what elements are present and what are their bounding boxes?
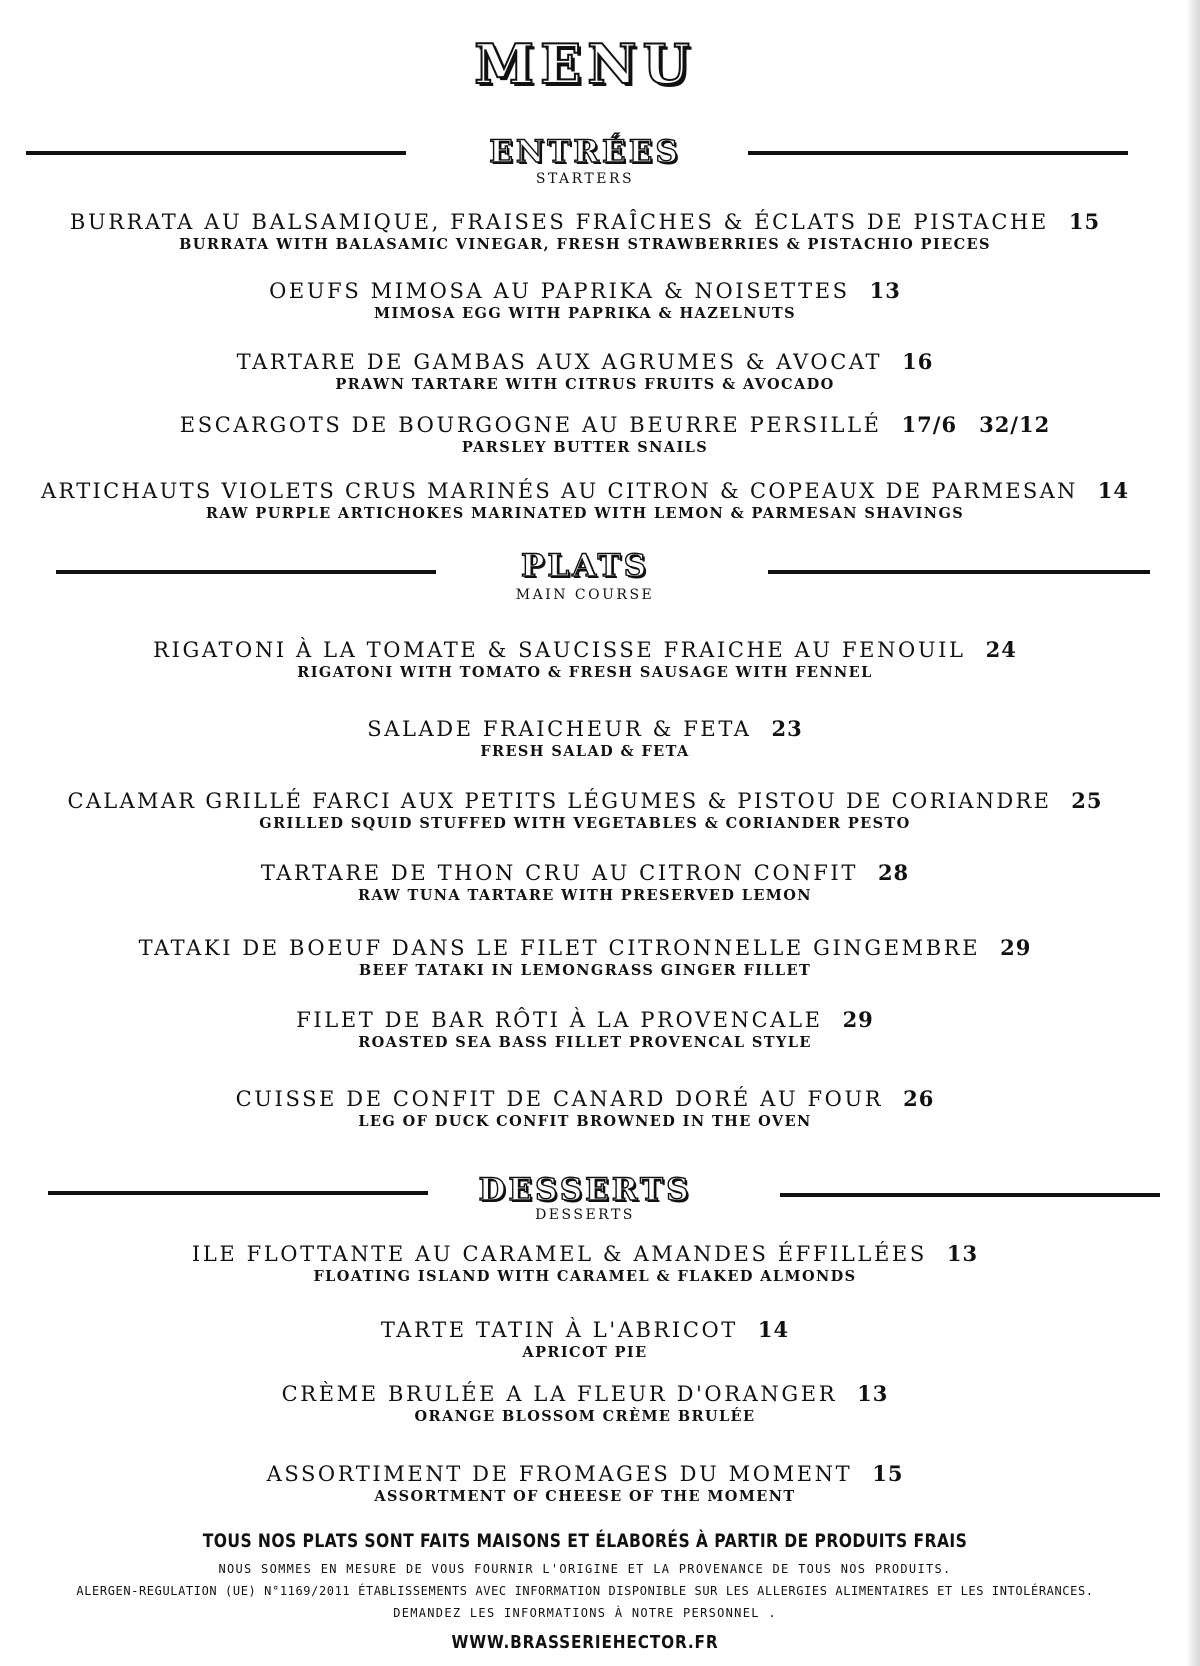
item-name-fr: CUISSE DE CONFIT DE CANARD DORÉ AU FOUR <box>235 1087 884 1111</box>
item-name-en: BEEF TATAKI IN LEMONGRASS GINGER FILLET <box>358 962 812 979</box>
item-price: 13 <box>869 278 901 303</box>
menu-item <box>0 716 1170 762</box>
item-name-fr: ESCARGOTS DE BOURGOGNE AU BEURRE PERSILLÉ <box>179 413 882 437</box>
item-name-en: BURRATA WITH BALASAMIC VINEGAR, FRESH STRAWBERRIES & PISTACHIO PIECES <box>179 236 991 253</box>
item-price: 13 <box>857 1381 889 1406</box>
item-price: 14 <box>1097 478 1129 503</box>
item-price-large: 32/12 <box>979 412 1051 437</box>
item-price: 17/6 <box>901 412 958 437</box>
item-name-en: RIGATONI WITH TOMATO & FRESH SAUSAGE WITH FENNEL <box>297 664 873 681</box>
menu-item <box>0 349 1170 395</box>
footer-homemade-note: TOUS NOS PLATS SONT FAITS MAISONS ET ÉLABORÉS À PARTIR DE PRODUITS FRAIS <box>202 1530 968 1552</box>
item-price: 29 <box>842 1007 874 1032</box>
item-price: 14 <box>757 1317 790 1342</box>
item-name-en: LEG OF DUCK CONFIT BROWNED IN THE OVEN <box>358 1113 812 1130</box>
item-price: 29 <box>1000 935 1032 960</box>
item-name-fr: TATAKI DE BOEUF DANS LE FILET CITRONNELLE GINGEMBRE <box>138 936 981 960</box>
item-name-fr: OEUFS MIMOSA AU PAPRIKA & NOISETTES <box>269 279 850 303</box>
menu-item <box>0 1317 1170 1363</box>
item-name-en: FLOATING ISLAND WITH CARAMEL & FLAKED ALMONDS <box>313 1268 857 1285</box>
menu-item <box>0 1241 1170 1287</box>
menu-item <box>0 1086 1170 1132</box>
item-name-en: FRESH SALAD & FETA <box>480 743 690 760</box>
item-name-fr: ARTICHAUTS VIOLETS CRUS MARINÉS AU CITRON & COPEAUX DE PARMESAN <box>41 479 1078 503</box>
item-name-en: ORANGE BLOSSOM CRÈME BRULÉE <box>414 1408 756 1425</box>
item-name-en: ROASTED SEA BASS FILLET PROVENCAL STYLE <box>358 1034 812 1051</box>
menu-item <box>0 1381 1170 1427</box>
footer <box>0 1530 1170 1653</box>
item-price: 16 <box>902 349 934 374</box>
menu-item <box>0 860 1170 906</box>
item-price: 15 <box>1068 209 1101 234</box>
item-price: 25 <box>1071 788 1103 813</box>
item-name-en: RAW PURPLE ARTICHOKES MARINATED WITH LEMON & PARMESAN SHAVINGS <box>205 505 965 522</box>
item-price: 28 <box>877 860 910 885</box>
item-name-fr: FILET DE BAR RÔTI À LA PROVENCALE <box>296 1008 823 1032</box>
item-name-fr: TARTE TATIN À L'ABRICOT <box>380 1318 738 1342</box>
item-name-fr: BURRATA AU BALSAMIQUE, FRAISES FRAÎCHES & ÉCLATS DE PISTACHE <box>69 210 1049 234</box>
item-name-fr: TARTARE DE GAMBAS AUX AGRUMES & AVOCAT <box>236 350 883 374</box>
menu-item <box>0 278 1170 324</box>
item-name-fr: RIGATONI À LA TOMATE & SAUCISSE FRAICHE AU FENOUIL <box>153 638 966 662</box>
item-name-en: RAW TUNA TARTARE WITH PRESERVED LEMON <box>358 887 812 904</box>
footer-ask-staff-note: DEMANDEZ LES INFORMATIONS À NOTRE PERSONNEL . <box>393 1606 777 1620</box>
menu-item <box>0 412 1170 458</box>
item-price: 24 <box>985 637 1017 662</box>
section-title-mains: PLATS <box>521 548 649 584</box>
item-price: 13 <box>946 1241 979 1266</box>
item-name-en: PRAWN TARTARE WITH CITRUS FRUITS & AVOCADO <box>335 376 835 393</box>
item-name-en: MIMOSA EGG WITH PAPRIKA & HAZELNUTS <box>374 305 796 322</box>
item-price: 26 <box>903 1086 935 1111</box>
item-name-fr: TARTARE DE THON CRU AU CITRON CONFIT <box>260 861 858 885</box>
page-edge-shadow <box>1186 0 1200 1666</box>
menu-title: MENU <box>474 32 696 96</box>
item-name-en: GRILLED SQUID STUFFED WITH VEGETABLES & CORIANDER PESTO <box>259 815 911 832</box>
item-price: 15 <box>872 1461 904 1486</box>
section-title-starters: ENTRÉES <box>489 134 681 170</box>
menu-item <box>0 1007 1170 1053</box>
menu-item <box>0 1461 1170 1507</box>
item-name-en: ASSORTMENT OF CHEESE OF THE MOMENT <box>374 1488 796 1505</box>
section-subtitle-starters: STARTERS <box>535 171 635 187</box>
section-subtitle-desserts: DESSERTS <box>535 1207 635 1223</box>
website-link[interactable]: WWW.BRASSERIEHECTOR.FR <box>451 1632 719 1653</box>
item-name-fr: ASSORTIMENT DE FROMAGES DU MOMENT <box>266 1462 853 1486</box>
item-name-fr: SALADE FRAICHEUR & FETA <box>367 717 752 741</box>
section-title-desserts: DESSERTS <box>478 1172 692 1208</box>
item-name-fr: CRÈME BRULÉE A LA FLEUR D'ORANGER <box>281 1382 838 1406</box>
item-name-fr: ILE FLOTTANTE AU CARAMEL & AMANDES ÉFFILLÉES <box>191 1242 927 1266</box>
menu-item <box>0 637 1170 683</box>
footer-allergen-note: ALERGEN-REGULATION (UE) N°1169/2011 ÉTABLISSEMENTS AVEC INFORMATION DISPONIBLE SUR LES ALLERGIES ALIMENTAIRES ET LES INTOLÉRANCES. <box>76 1584 1094 1598</box>
menu-item <box>0 478 1170 524</box>
item-price: 23 <box>771 716 803 741</box>
menu-item <box>0 209 1170 255</box>
footer-origin-note: NOUS SOMMES EN MESURE DE VOUS FOURNIR L'ORIGINE ET LA PROVENANCE DE TOUS NOS PRODUITS. <box>218 1562 952 1576</box>
item-name-en: APRICOT PIE <box>522 1344 648 1361</box>
item-name-en: PARSLEY BUTTER SNAILS <box>461 439 709 456</box>
item-name-fr: CALAMAR GRILLÉ FARCI AUX PETITS LÉGUMES & PISTOU DE CORIANDRE <box>67 789 1052 813</box>
menu-item <box>0 935 1170 981</box>
section-subtitle-mains: MAIN COURSE <box>515 587 655 603</box>
menu-item <box>0 788 1170 834</box>
